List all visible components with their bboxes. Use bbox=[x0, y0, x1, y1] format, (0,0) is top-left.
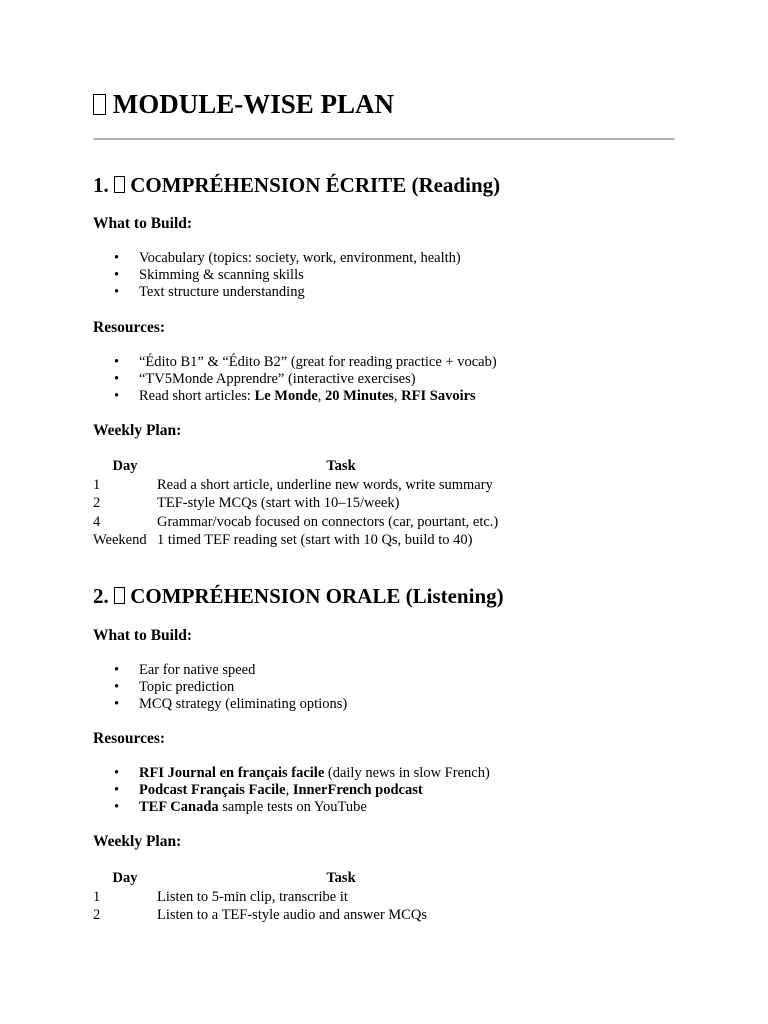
resource-name: TEF Canada bbox=[139, 799, 219, 815]
what-to-build-heading: What to Build: bbox=[93, 215, 193, 232]
table-row bbox=[93, 906, 525, 925]
page-title-text: MODULE-WISE PLAN bbox=[112, 89, 395, 119]
list-item bbox=[93, 388, 497, 405]
list-item bbox=[93, 765, 490, 782]
weekly-plan-table bbox=[93, 457, 525, 550]
table-header-task: Task bbox=[326, 870, 356, 886]
list-item bbox=[93, 371, 497, 388]
day-cell: 1 bbox=[93, 888, 101, 905]
table-header-task: Task bbox=[326, 458, 356, 474]
table-header-day: Day bbox=[112, 458, 138, 474]
resource-text: sample tests on YouTube bbox=[218, 799, 367, 815]
list-item bbox=[93, 782, 490, 799]
list-item bbox=[93, 799, 490, 816]
separator: , bbox=[393, 388, 402, 404]
weekly-plan-heading: Weekly Plan: bbox=[93, 422, 182, 439]
list-item: • Text structure understanding bbox=[93, 284, 461, 301]
section-1-heading bbox=[93, 173, 500, 197]
section-2-heading bbox=[93, 584, 504, 608]
section-title: COMPRÉHENSION ORALE (Listening) bbox=[130, 584, 504, 608]
separator: , bbox=[285, 782, 293, 798]
table-row bbox=[93, 888, 525, 907]
resource-name: Podcast Français Facile bbox=[139, 782, 286, 798]
resource-name: RFI Savoirs bbox=[401, 388, 476, 404]
table-header-row bbox=[93, 457, 525, 476]
list-item: • Topic prediction bbox=[93, 679, 347, 696]
list-item: • Skimming & scanning skills bbox=[93, 267, 461, 284]
missing-glyph-icon bbox=[114, 176, 125, 193]
resource-name: Le Monde bbox=[254, 388, 318, 404]
build-list bbox=[93, 662, 347, 713]
list-item: • Vocabulary (topics: society, work, environment, health) bbox=[93, 250, 461, 267]
separator: , bbox=[317, 388, 326, 404]
task-cell: Grammar/vocab focused on connectors (car, pourtant, etc.) bbox=[157, 513, 499, 530]
section-number: 1. bbox=[93, 173, 109, 197]
resource-name: 20 Minutes bbox=[325, 388, 394, 404]
table-header-row bbox=[93, 869, 525, 888]
task-cell: Listen to 5-min clip, transcribe it bbox=[157, 888, 348, 905]
resource-text: Read short articles: bbox=[139, 388, 255, 404]
resources-list bbox=[93, 354, 497, 405]
resources-heading: Resources: bbox=[93, 319, 166, 336]
resources-list bbox=[93, 765, 490, 816]
resource-text: (daily news in slow French) bbox=[324, 765, 490, 781]
resource-name: InnerFrench podcast bbox=[292, 782, 423, 798]
day-cell: 2 bbox=[93, 907, 101, 923]
table-header-day: Day bbox=[112, 870, 138, 886]
task-cell: Read a short article, underline new words, write summary bbox=[157, 476, 493, 493]
list-item bbox=[93, 354, 497, 371]
day-cell: Weekend bbox=[93, 532, 147, 548]
table-row bbox=[93, 494, 525, 513]
resource-text: “Édito B1” & “Édito B2” (great for reading practice + vocab) bbox=[139, 354, 497, 370]
resource-name: RFI Journal en français facile bbox=[139, 765, 325, 781]
build-list bbox=[93, 250, 461, 301]
day-cell: 2 bbox=[93, 495, 101, 511]
missing-glyph-icon bbox=[114, 587, 125, 604]
task-cell: TEF-style MCQs (start with 10–15/week) bbox=[157, 495, 400, 511]
task-cell: 1 timed TEF reading set (start with 10 Qs, build to 40) bbox=[157, 532, 473, 548]
task-cell: Listen to a TEF-style audio and answer MCQs bbox=[157, 907, 427, 923]
list-item: • MCQ strategy (eliminating options) bbox=[93, 696, 347, 713]
weekly-plan-heading: Weekly Plan: bbox=[93, 833, 182, 850]
resources-heading: Resources: bbox=[93, 730, 166, 747]
what-to-build-heading: What to Build: bbox=[93, 627, 193, 644]
list-item: • Ear for native speed bbox=[93, 662, 347, 679]
table-row bbox=[93, 513, 525, 532]
table-row bbox=[93, 531, 525, 550]
page-title bbox=[93, 89, 394, 119]
horizontal-rule bbox=[93, 138, 675, 140]
resource-text: “TV5Monde Apprendre” (interactive exercises) bbox=[139, 371, 416, 387]
table-row bbox=[93, 476, 525, 495]
weekly-plan-table bbox=[93, 869, 525, 925]
day-cell: 4 bbox=[93, 513, 101, 530]
day-cell: 1 bbox=[93, 476, 101, 493]
missing-glyph-icon bbox=[93, 94, 106, 115]
section-title: COMPRÉHENSION ÉCRITE (Reading) bbox=[130, 173, 501, 197]
section-number: 2. bbox=[93, 584, 109, 608]
